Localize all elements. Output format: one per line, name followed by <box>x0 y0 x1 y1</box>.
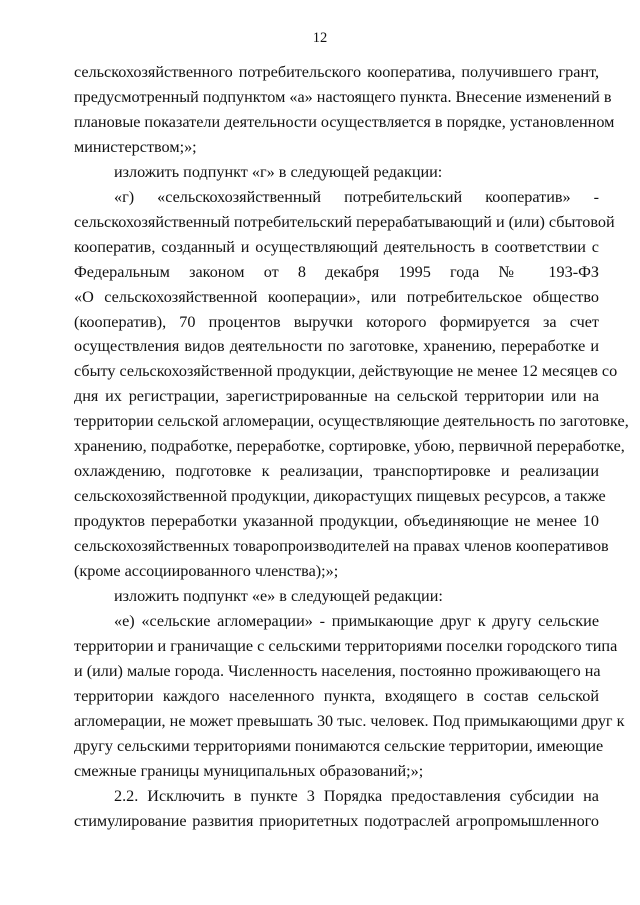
text-line: охлаждению, подготовке к реализации, транспортировке и реализации <box>74 462 599 481</box>
text-line: территории сельской агломерации, осуществляющие деятельность по заготовке, <box>74 412 629 431</box>
text-line: дня их регистрации, зарегистрированные на сельской территории или на <box>74 387 599 406</box>
text-line: сбыту сельскохозяйственной продукции, действующие не менее 12 месяцев со <box>74 362 618 381</box>
text-line: другу сельскими территориями понимаются сельские территории, имеющие <box>74 736 604 755</box>
text-line: (кооператив), 70 процентов выручки которого формируется за счет <box>74 312 599 331</box>
text-line: смежные границы муниципальных образований;»; <box>74 761 424 780</box>
text-line: и (или) малые города. Численность населения, постоянно проживающего на <box>74 661 601 680</box>
text-line: хранению, подработке, переработке, сортировке, убою, первичной переработке, <box>74 437 625 456</box>
text-line: сельскохозяйственной продукции, дикорастущих пищевых ресурсов, а также <box>74 487 606 506</box>
text-line: предусмотренный подпунктом «а» настоящего пункта. Внесение изменений в <box>74 87 612 106</box>
text-line: «О сельскохозяйственной кооперации», или потребительское общество <box>74 287 599 306</box>
text-line: территории и граничащие с сельскими территориями поселки городского типа <box>74 636 618 655</box>
text-line: 2.2. Исключить в пункте 3 Порядка предоставления субсидии на <box>114 786 599 805</box>
text-line: (кроме ассоциированного членства);»; <box>74 562 339 580</box>
text-line: Федеральным законом от 8 декабря 1995 года № 193-ФЗ <box>74 262 599 281</box>
page-number: 12 <box>312 30 328 46</box>
text-line: сельскохозяйственных товаропроизводителей на правах членов кооперативов <box>74 537 609 556</box>
text-line: «е) «сельские агломерации» - примыкающие друг к другу сельские <box>114 611 599 630</box>
text-line: осуществления видов деятельности по заготовке, хранению, переработке и <box>74 337 599 356</box>
text-line: плановые показатели деятельности осуществляется в порядке, установленном <box>74 112 615 131</box>
text-line: сельскохозяйственный потребительский перерабатывающий и (или) сбытовой <box>74 212 615 231</box>
text-line: агломерации, не может превышать 30 тыс. человек. Под примыкающими друг к <box>74 711 625 730</box>
text-line: изложить подпункт «е» в следующей редакции: <box>114 586 443 605</box>
text-line: кооператив, созданный и осуществляющий деятельность в соответствии с <box>74 237 599 256</box>
text-line: продуктов переработки указанной продукции, объединяющие не менее 10 <box>74 512 599 531</box>
text-line: изложить подпункт «г» в следующей редакции: <box>114 162 443 181</box>
text-line: территории каждого населенного пункта, входящего в состав сельской <box>74 686 599 705</box>
text-line: стимулирование развития приоритетных подотраслей агропромышленного <box>74 811 599 830</box>
text-line: «г) «сельскохозяйственный потребительский кооператив» - <box>114 187 599 206</box>
text-line: министерством;»; <box>74 137 197 156</box>
text-line: сельскохозяйственного потребительского кооператива, получившего грант, <box>74 63 599 81</box>
